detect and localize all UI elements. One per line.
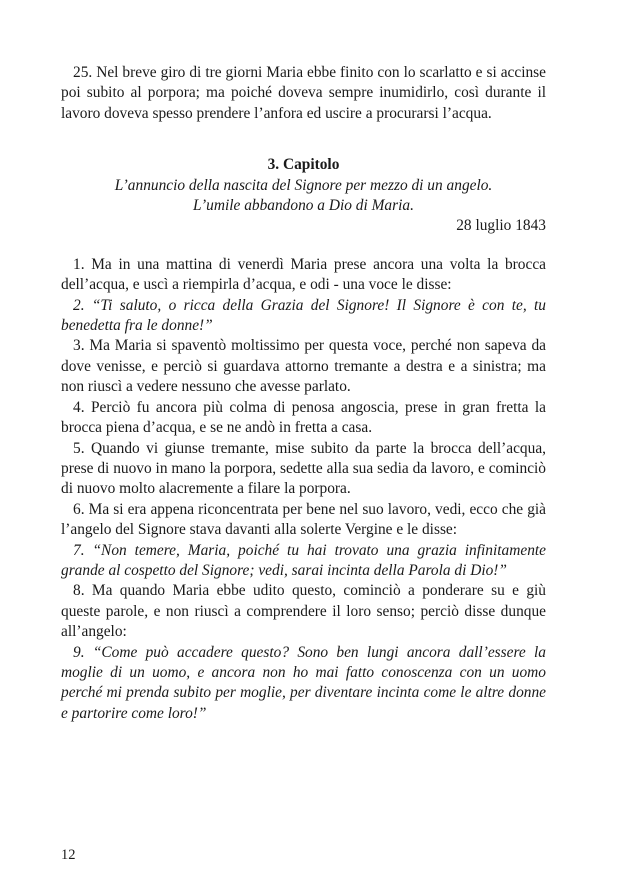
verse-paragraph: 9. “Come può accadere questo? Sono ben lungi ancora dall’essere la moglie di un uomo, e ancora non ho mai fatto conoscenza con un uomo perché mi prenda subito per moglie, per diventare incinta come le altre donne e partorire come loro!” bbox=[61, 643, 546, 722]
verse-paragraph: 2. “Ti saluto, o ricca della Grazia del Signore! Il Signore è con te, tu benedetta fra le donne!” bbox=[61, 296, 546, 335]
verse-paragraph: 7. “Non temere, Maria, poiché tu hai trovato una grazia infinitamente grande al cospetto del Signore; vedi, sarai incinta della Parola di Dio!” bbox=[61, 541, 546, 579]
verse-paragraph: 8. Ma quando Maria ebbe udito questo, cominciò a ponderare su e giù queste parole, e non riuscì a comprendere il loro senso; perciò disse dunque all’angelo: bbox=[61, 582, 546, 641]
chapter-date: 28 luglio 1843 bbox=[456, 217, 546, 235]
verse-paragraph: 6. Ma si era appena riconcentrata per bene nel suo lavoro, vedi, ecco che già l’angelo del Signore stava davanti alla solerte Vergine e le disse: bbox=[61, 500, 546, 539]
page-body bbox=[61, 63, 546, 724]
page-number: 12 bbox=[61, 847, 76, 863]
verse-paragraph: 1. Ma in una mattina di venerdì Maria prese ancora una volta la brocca dell’acqua, e uscì a riempirla d’acqua, e odi - una voce le disse: bbox=[61, 255, 546, 294]
verse-paragraph: 3. Ma Maria si spaventò moltissimo per questa voce, perché non sapeva da dove venisse, e perciò si guardava attorno tremante a destra e a sinistra; ma non riuscì a vedere nessuno che avesse parlato. bbox=[61, 337, 546, 396]
verse-paragraph: 4. Perciò fu ancora più colma di penosa angoscia, prese in gran fretta la brocca piena d’acqua, e se ne andò in fretta a casa. bbox=[61, 398, 546, 437]
chapter-subtitle-line-2: L’umile abbandono a Dio di Maria. bbox=[193, 197, 414, 215]
heading-spacer bbox=[61, 237, 546, 255]
verse-25-paragraph: 25. Nel breve giro di tre giorni Maria ebbe finito con lo scarlatto e si accinse poi subito al porpora; ma poiché doveva sempre inumidirlo, così durante il lavoro doveva spesso prendere l’anfora ed uscire a procurarsi l’acqua. bbox=[61, 64, 546, 122]
chapter-title: 3. Capitolo bbox=[267, 156, 340, 174]
verse-paragraph: 5. Quando vi giunse tremante, mise subito da parte la brocca dell’acqua, prese di nuovo in mano la porpora, sedette alla sua sedia da lavoro, e cominciò di nuovo molto alacremente a filare la porpora. bbox=[61, 439, 546, 498]
section-spacer bbox=[61, 124, 546, 155]
chapter-subtitle-line-1: L’annuncio della nascita del Signore per mezzo di un angelo. bbox=[114, 176, 493, 194]
